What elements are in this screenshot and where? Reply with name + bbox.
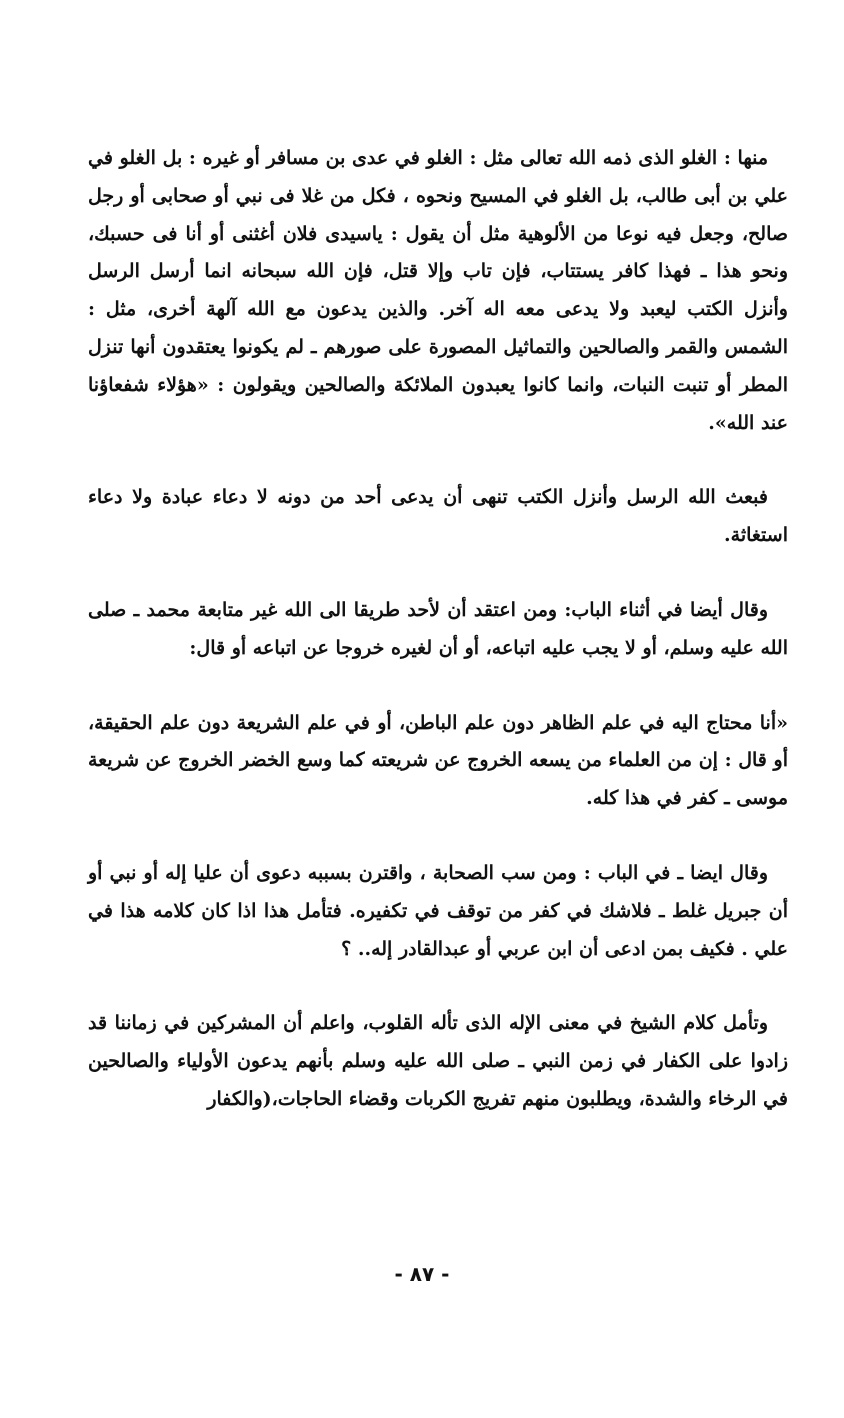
paragraph-2: فبعث الله الرسل وأنزل الكتب تنهى أن يدعى أحد من دونه لا دعاء عبادة ولا دعاء استغاثة.: [88, 486, 788, 547]
paragraph-1: منها : الغلو الذى ذمه الله تعالى مثل : الغلو في عدى بن مسافر أو غيره : بل الغلو في علي بن أبى طالب، بل الغلو في المسيح ونحوه ، فكل من غلا فى نبي أو صحابى أو رجل صالح، وجعل فيه نوعا من الألوهية مثل أن يقول : ياسيدى فلان أغثنى أو أنا فى حسبك، ونحو هذا ـ فهذا كافر يستتاب، فإن تاب وإلا قتل، فإن الله سبحانه انما أرسل الرسل وأنزل الكتب ليعبد ولا يدعى معه اله آخر. والذين يدعون مع الله آلهة أخرى، مثل : الشمس والقمر والصالحين والتماثيل المصورة على صورهم ـ لم يكونوا يعتقدون أنها تنزل المطر أو تنبت النبات، وانما كانوا يعبدون الملائكة والصالحين ويقولون : «هؤلاء شفعاؤنا عند الله».: [88, 147, 788, 434]
paragraph-3: وقال أيضا في أثناء الباب: ومن اعتقد أن لأحد طريقا الى الله غير متابعة محمد ـ صلى الله عليه وسلم، أو لا يجب عليه اتباعه، أو أن لغيره خروجا عن اتباعه أو قال:: [88, 598, 788, 659]
page-body: [88, 140, 788, 1119]
paragraph-6: وتأمل كلام الشيخ في معنى الإله الذى تأله القلوب، واعلم أن المشركين في زماننا قد زادوا على الكفار في زمن النبي ـ صلى الله عليه وسلم بأنهم يدعون الأولياء والصالحين في الرخاء والشدة، ويطلبون منهم تفريج الكربات وقضاء الحاجات،(والكفار: [88, 1012, 788, 1110]
paragraph-4: «أنا محتاج اليه في علم الظاهر دون علم الباطن، أو في علم الشريعة دون علم الحقيقة، أو قال : إن من العلماء من يسعه الخروج عن شريعته كما وسع الخضر الخروج عن شريعة موسى ـ كفر في هذا كله.: [88, 711, 788, 810]
paragraph-5: وقال ايضا ـ في الباب : ومن سب الصحابة ، واقترن بسببه دعوى أن عليا إله أو نبي أو أن جبريل غلط ـ فلاشك في كفر من توقف في تكفيره. فتأمل هذا اذا كان كلامه هذا في علي . فكيف بمن ادعى أن ابن عربي أو عبدالقادر إله.. ؟: [88, 861, 788, 960]
page-number: - ٨٧ -: [394, 1262, 450, 1286]
